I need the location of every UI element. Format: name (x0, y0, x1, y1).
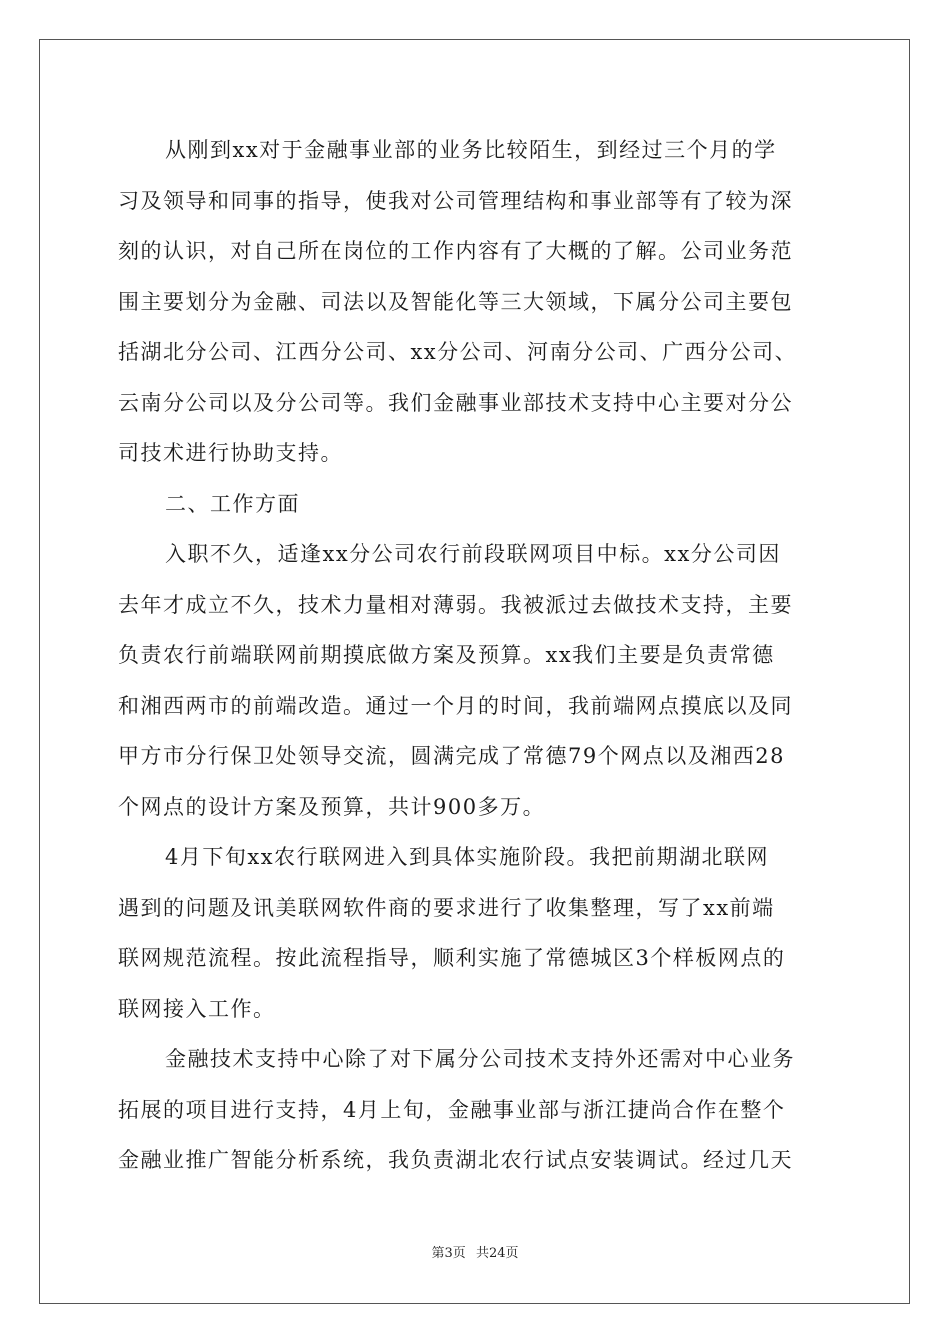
text-line: 刻的认识，对自己所在岗位的工作内容有了大概的了解。公司业务范 (118, 239, 793, 263)
page-number: 第3页 (431, 1246, 466, 1261)
text-line: 金融业推广智能分析系统，我负责湖北农行试点安装调试。经过几天 (118, 1148, 793, 1172)
page-total: 共24页 (475, 1246, 519, 1261)
section-heading: 二、工作方面 (165, 492, 300, 516)
text-line: 4月下旬xx农行联网进入到具体实施阶段。我把前期湖北联网 (165, 845, 770, 869)
text-line: 习及领导和同事的指导，使我对公司管理结构和事业部等有了较为深 (118, 189, 793, 213)
text-line: 从刚到xx对于金融事业部的业务比较陌生，到经过三个月的学 (165, 138, 777, 162)
text-line: 括湖北分公司、江西分公司、xx分公司、河南分公司、广西分公司、 (118, 340, 798, 364)
text-line: 金融技术支持中心除了对下属分公司技术支持外还需对中心业务 (165, 1047, 795, 1071)
text-line: 甲方市分行保卫处领导交流，圆满完成了常德79个网点以及湘西28 (118, 744, 785, 768)
text-line: 负责农行前端联网前期摸底做方案及预算。xx我们主要是负责常德 (118, 643, 775, 667)
text-line: 个网点的设计方案及预算，共计900多万。 (118, 795, 546, 819)
text-line: 入职不久，适逢xx分公司农行前段联网项目中标。xx分公司因 (165, 542, 781, 566)
text-line: 联网接入工作。 (118, 997, 276, 1021)
text-line: 司技术进行协助支持。 (118, 441, 343, 465)
page-footer (0, 1245, 950, 1263)
text-line: 和湘西两市的前端改造。通过一个月的时间，我前端网点摸底以及同 (118, 694, 793, 718)
text-line: 联网规范流程。按此流程指导，顺利实施了常德城区3个样板网点的 (118, 946, 786, 970)
text-line: 围主要划分为金融、司法以及智能化等三大领域，下属分公司主要包 (118, 290, 793, 314)
text-line: 云南分公司以及分公司等。我们金融事业部技术支持中心主要对分公 (118, 391, 793, 415)
text-line: 遇到的问题及讯美联网软件商的要求进行了收集整理，写了xx前端 (118, 896, 775, 920)
text-line: 去年才成立不久，技术力量相对薄弱。我被派过去做技术支持，主要 (118, 593, 793, 617)
text-line: 拓展的项目进行支持，4月上旬，金融事业部与浙江捷尚合作在整个 (118, 1098, 786, 1122)
